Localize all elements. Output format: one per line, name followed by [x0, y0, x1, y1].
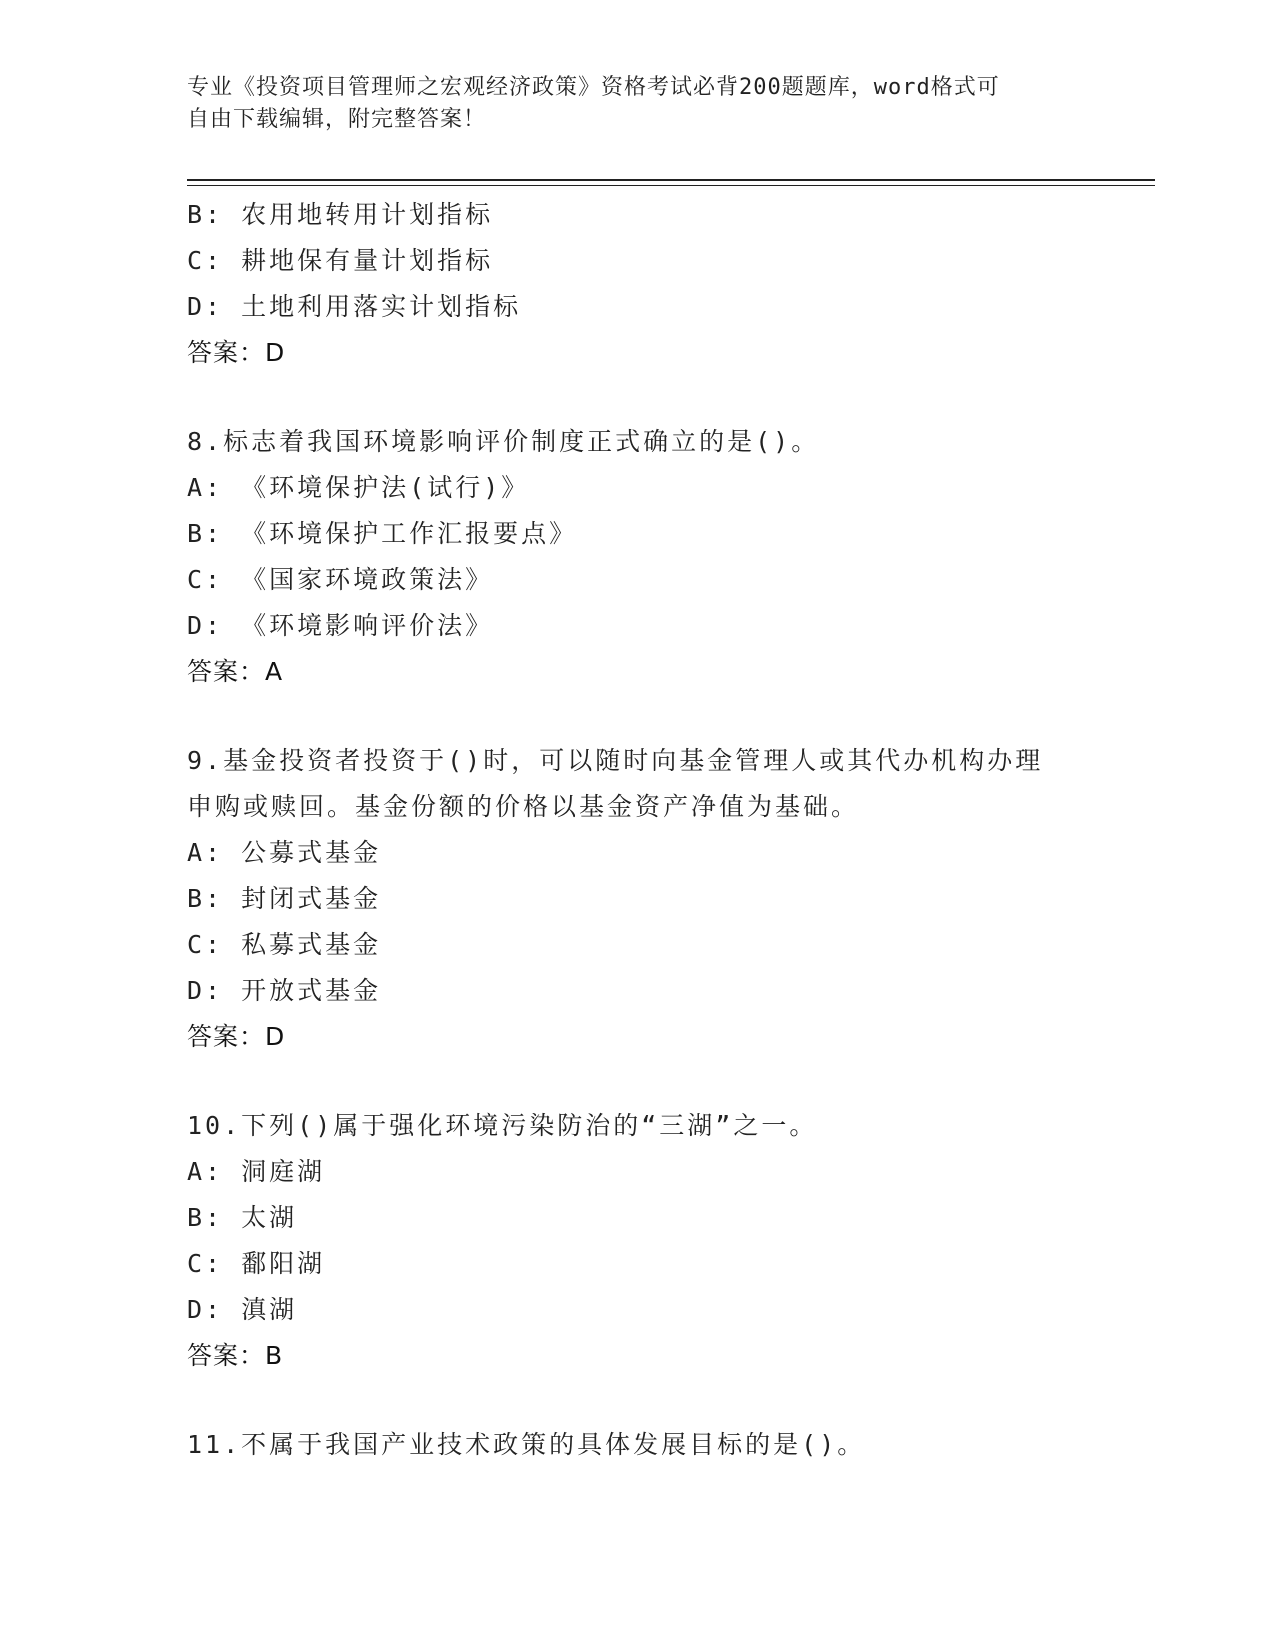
option-d: D: 土地利用落实计划指标 [187, 292, 522, 321]
answer-label: 答案：D [187, 338, 286, 367]
question-10-block [187, 1103, 1087, 1379]
spacer [187, 1060, 1087, 1103]
answer-label: 答案：D [187, 1022, 286, 1051]
spacer [187, 695, 1087, 738]
header-line-2: 自由下载编辑，附完整答案！ [187, 107, 487, 132]
question-stem-line-1: 9.基金投资者投资于()时，可以随时向基金管理人或其代办机构办理 [187, 746, 1044, 775]
header-divider [187, 179, 1155, 181]
option-c: C: 耕地保有量计划指标 [187, 246, 494, 275]
option-d: D: 开放式基金 [187, 976, 382, 1005]
option-a: A: 《环境保护法(试行)》 [187, 473, 530, 502]
question-8-block [187, 419, 1087, 695]
option-c: C: 鄱阳湖 [187, 1249, 326, 1278]
option-a: A: 公募式基金 [187, 838, 382, 867]
question-stem: 11.不属于我国产业技术政策的具体发展目标的是()。 [187, 1430, 866, 1459]
option-a: A: 洞庭湖 [187, 1157, 326, 1186]
header-line-1: 专业《投资项目管理师之宏观经济政策》资格考试必背200题题库，word格式可 [187, 75, 1000, 100]
option-d: D: 《环境影响评价法》 [187, 611, 494, 640]
option-d: D: 滇湖 [187, 1295, 298, 1324]
answer-label: 答案：B [187, 1341, 284, 1370]
option-c: C: 私募式基金 [187, 930, 382, 959]
option-b: B: 封闭式基金 [187, 884, 382, 913]
question-stem: 8.标志着我国环境影响评价制度正式确立的是()。 [187, 427, 820, 456]
question-9-block [187, 738, 1087, 1060]
question-stem-line-2: 申购或赎回。基金份额的价格以基金资产净值为基础。 [187, 792, 860, 821]
question-7-block [187, 192, 1087, 376]
question-11-block [187, 1422, 1087, 1468]
option-b: B: 《环境保护工作汇报要点》 [187, 519, 578, 548]
question-list [187, 192, 1087, 1468]
answer-label: 答案：A [187, 657, 284, 686]
question-stem: 10.下列()属于强化环境污染防治的“三湖”之一。 [187, 1111, 818, 1140]
document-header [187, 72, 1067, 136]
option-c: C: 《国家环境政策法》 [187, 565, 494, 594]
spacer [187, 376, 1087, 419]
option-b: B: 太湖 [187, 1203, 298, 1232]
spacer [187, 1379, 1087, 1422]
option-b: B: 农用地转用计划指标 [187, 200, 494, 229]
header-divider-thin [187, 185, 1155, 186]
